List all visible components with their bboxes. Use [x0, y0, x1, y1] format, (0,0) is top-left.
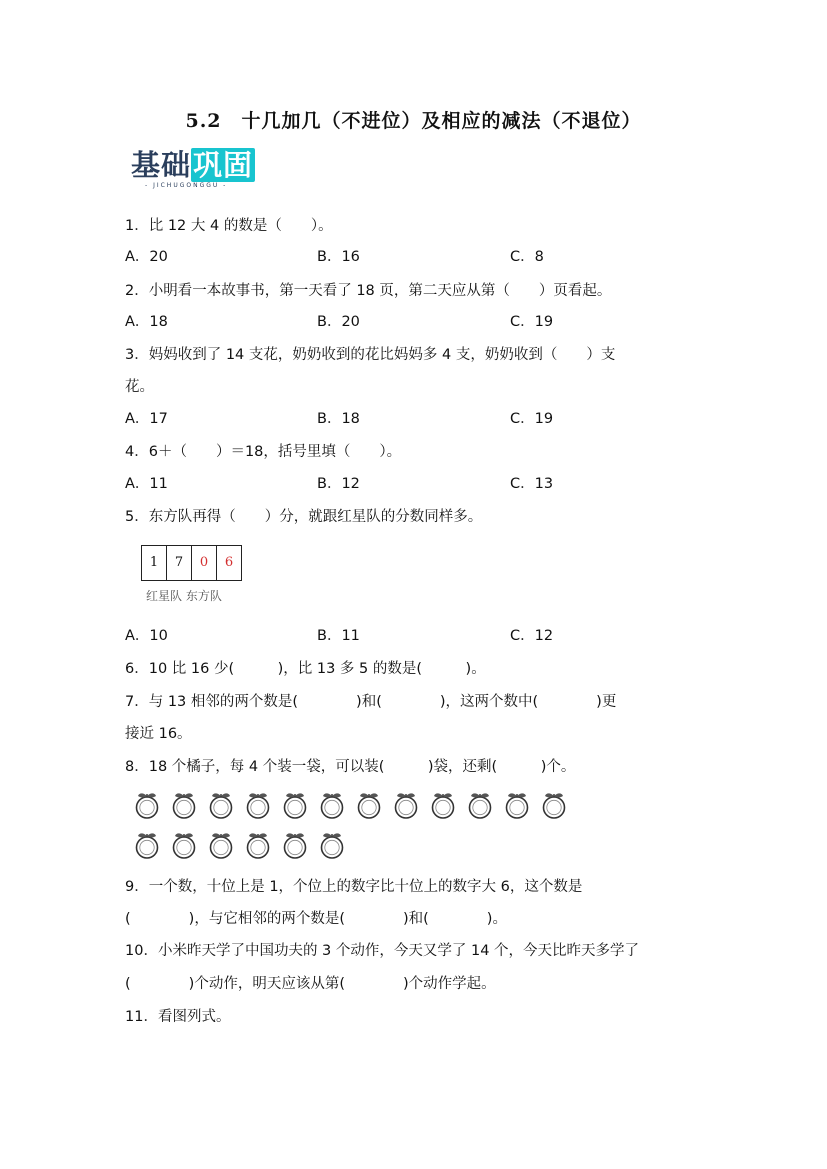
orange-icon	[467, 790, 493, 820]
orange-icon	[393, 790, 419, 820]
question-7-line-2: 接近 16。	[125, 726, 192, 742]
question-2: 2．小明看一本故事书，第一天看了 18 页，第二天应从第（ ）页看起。	[125, 283, 612, 299]
team-label-hongxing: 红星队	[146, 589, 183, 603]
page-title: 5.2 十几加几（不进位）及相应的减法（不退位）	[185, 110, 642, 132]
question-3-line-1: 3．妈妈收到了 14 支花，奶奶收到的花比妈妈多 4 支，奶奶收到（ ）支	[125, 347, 616, 363]
q2-option-b: B．20	[317, 314, 360, 330]
question-10-line-1: 10．小米昨天学了中国功夫的 3 个动作，今天又学了 14 个，今天比昨天多学了	[125, 943, 640, 959]
question-6: 6．10 比 16 少( )，比 13 多 5 的数是( )。	[125, 661, 486, 677]
q3-option-b: B．18	[317, 411, 360, 427]
q1-option-b: B．16	[317, 249, 360, 265]
orange-icon	[282, 830, 308, 860]
q1-option-c: C．8	[510, 249, 544, 265]
orange-icon	[504, 790, 530, 820]
q3-option-a: A．17	[125, 411, 168, 427]
q5-option-b: B．11	[317, 628, 360, 644]
question-10-line-2: ( )个动作，明天应该从第( )个动作学起。	[125, 976, 496, 992]
q3-option-c: C．19	[510, 411, 554, 427]
orange-icon	[541, 790, 567, 820]
orange-icon	[319, 830, 345, 860]
question-7-line-1: 7．与 13 相邻的两个数是( )和( )，这两个数中( )更	[125, 694, 617, 710]
orange-icon	[430, 790, 456, 820]
orange-icon	[171, 830, 197, 860]
question-1: 1．比 12 大 4 的数是（ ）。	[125, 218, 333, 234]
score-digit: 6	[216, 545, 242, 581]
orange-icon	[319, 790, 345, 820]
question-8: 8．18 个橘子，每 4 个装一袋，可以装( )袋，还剩( )个。	[125, 759, 576, 775]
score-digit: 1	[141, 545, 167, 581]
question-9-line-2: ( )，与它相邻的两个数是( )和( )。	[125, 911, 507, 927]
question-11: 11．看图列式。	[125, 1009, 231, 1025]
q5-option-c: C．12	[510, 628, 554, 644]
orange-icon	[208, 790, 234, 820]
q4-option-a: A．11	[125, 476, 168, 492]
section-badge	[131, 150, 273, 194]
orange-icon	[171, 790, 197, 820]
orange-icon	[356, 790, 382, 820]
orange-icon	[134, 830, 160, 860]
team-label-dongfang: 东方队	[185, 589, 222, 603]
orange-icon	[245, 790, 271, 820]
question-3-line-2: 花。	[125, 379, 154, 395]
score-digit: 7	[166, 545, 192, 581]
badge-subtitle: - JICHUGONGGU -	[145, 182, 228, 189]
q2-option-a: A．18	[125, 314, 168, 330]
q2-option-c: C．19	[510, 314, 554, 330]
q4-option-b: B．12	[317, 476, 360, 492]
orange-icon	[134, 790, 160, 820]
question-9-line-1: 9．一个数，十位上是 1，个位上的数字比十位上的数字大 6，这个数是	[125, 879, 583, 895]
badge-light-text: 巩固	[193, 148, 254, 182]
scoreboard	[142, 545, 242, 581]
score-digit: 0	[191, 545, 217, 581]
orange-icon	[245, 830, 271, 860]
orange-icon	[282, 790, 308, 820]
question-4: 4．6＋（ ）＝18，括号里填（ ）。	[125, 444, 402, 460]
q1-option-a: A．20	[125, 249, 168, 265]
q4-option-c: C．13	[510, 476, 554, 492]
orange-illustration	[130, 790, 590, 870]
scoreboard-labels	[146, 587, 222, 604]
question-5: 5．东方队再得（ ）分，就跟红星队的分数同样多。	[125, 509, 483, 525]
q5-option-a: A．10	[125, 628, 168, 644]
orange-icon	[208, 830, 234, 860]
badge-dark-text: 基础	[131, 148, 192, 182]
